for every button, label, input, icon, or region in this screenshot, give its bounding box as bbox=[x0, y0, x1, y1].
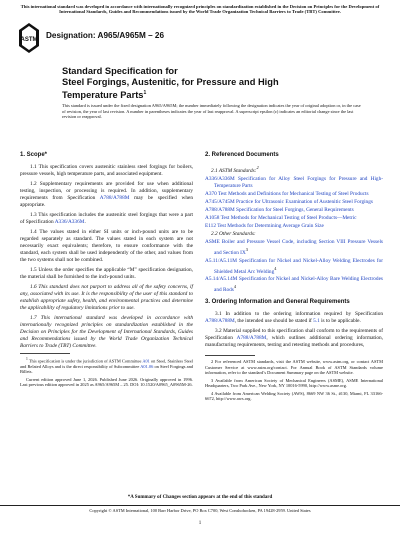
link-a336[interactable]: A336/A336M bbox=[54, 219, 85, 225]
reference-code-link[interactable]: A5.11/A5.11M bbox=[205, 257, 237, 264]
reference-code-link[interactable]: A370 bbox=[205, 190, 217, 197]
footnote-4: 4 Available from American Welding Society (AWS), 8669 NW 36 St., #130, Miami, FL 33166-6672, http://www.aws.org. bbox=[205, 390, 383, 402]
page-number: 1 bbox=[198, 521, 202, 526]
reference-title: Specification for Nickel and Nickel-Alloy Welding Electrodes for Shielded Metal Arc Welding bbox=[214, 257, 383, 275]
left-column bbox=[20, 152, 193, 390]
other-standards-heading: 2.2 Other Standards: bbox=[211, 230, 256, 237]
scope-1-6: 1.6 This standard does not purport to address all of the safety concerns, if any, associated with its use. It is the responsibility of the user of this standard to establish appropriate safety, health, and environmental practices and determine the applicability of regulatory limitations prior to use. bbox=[20, 284, 193, 311]
scope-1-1: 1.1 This specification covers austenitic stainless steel forgings for boilers, pressure vessels, high temperature parts, and associated equipment. bbox=[20, 164, 193, 177]
other-reference-list bbox=[205, 239, 383, 294]
reference-title: Specification for Steel Forgings, General Requirements bbox=[234, 206, 354, 213]
wto-notice: This international standard was developed in accordance with internationally recognized principles on standardization established in the Decision on Principles for the Development of International Standards, Guides and Recommendations issued by the World Trade Organization Technical Barriers to Trade (TBT) Committee. bbox=[20, 4, 380, 15]
link-section-5-1[interactable]: 5.1 bbox=[313, 318, 320, 325]
reference-item bbox=[205, 276, 383, 294]
summary-of-changes-note: *A Summary of Changes section appears at the end of this standard bbox=[127, 495, 273, 500]
title-footnote-ref: 1 bbox=[143, 90, 147, 96]
reference-title: Test Methods for Mechanical Testing of Steel Products—Metric bbox=[219, 214, 357, 221]
link-subcommittee[interactable]: A01.06 bbox=[140, 363, 154, 369]
scope-heading: 1. Scope* bbox=[20, 152, 48, 158]
reference-item bbox=[205, 176, 383, 190]
refs-heading: 2. Referenced Documents bbox=[205, 152, 279, 158]
title-line-1: Standard Specification for bbox=[62, 66, 178, 76]
footnote-2: 2 For referenced ASTM standards, visit the ASTM website, www.astm.org, or contact ASTM Customer Service at www.astm.org/contact. For Annual Book of ASTM Standards volume information, refer to the standard’s Document Summary page on the ASTM website. bbox=[205, 359, 383, 376]
astm-reference-list bbox=[205, 176, 383, 230]
link-a788-requirements[interactable]: A788/A788M bbox=[236, 335, 267, 342]
footnote-rule-right bbox=[205, 355, 255, 356]
reference-code-link[interactable]: ASME bbox=[205, 238, 220, 245]
reference-code-link[interactable]: A788/A788M bbox=[205, 206, 235, 213]
reference-item bbox=[205, 199, 383, 206]
link-committee-a01[interactable]: A01 bbox=[142, 358, 150, 364]
footnote-1-edition: Current edition approved June 1, 2026. Published June 2026. Originally approved in 1996. Last previous edition approved in 2025 as A965/A965M – 25. DOI: 10.1520/A0965_A0965M-26. bbox=[20, 376, 193, 388]
ordering-3-2: 3.2 Material supplied to this specification shall conform to the requirements of Specification A788/A788M, which outlines additional ordering information, manufacturing requirements, testing and retesting methods and procedures, bbox=[205, 328, 383, 349]
reference-title: Test Methods and Definitions for Mechanical Testing of Steel Products bbox=[216, 190, 369, 197]
reference-title: Practice for Ultrasonic Examination of Austenitic Steel Forgings bbox=[234, 198, 373, 205]
link-a788[interactable]: A788/A788M bbox=[99, 195, 130, 201]
reference-item bbox=[205, 191, 383, 198]
reference-title: Specification for Alloy Steel Forgings for Pressure and High-Temperature Parts bbox=[214, 175, 383, 189]
reference-code-link[interactable]: A336/A336M bbox=[205, 175, 235, 182]
reference-footnote-ref: 3 bbox=[245, 246, 248, 252]
scope-1-2: 1.2 Supplementary requirements are provided for use when additional testing, inspection, or processing is required. In addition, supplementary requirements from Specification A788/A788M may be specified when appropriate. bbox=[20, 181, 193, 208]
title-line-2: Steel Forgings, Austenitic, for Pressure and High bbox=[62, 77, 279, 87]
document-title bbox=[62, 66, 352, 101]
reference-code-link[interactable]: A745/A745M bbox=[205, 198, 235, 205]
scope-1-5: 1.5 Unless the order specifies the applicable “M” specification designation, the material shall be furnished to the inch-pound units. bbox=[20, 267, 193, 280]
reference-item bbox=[205, 239, 383, 257]
reference-item bbox=[205, 223, 383, 230]
astm-logo bbox=[18, 22, 40, 54]
ordering-3-1: 3.1 In addition to the ordering information required by Specification A788/A788M, the intended use should be stated if 5.1 is to be applicable. bbox=[205, 311, 383, 325]
reference-item bbox=[205, 258, 383, 276]
reference-code-link[interactable]: E112 bbox=[205, 222, 216, 229]
footnote-1: $^1$ This specification is under the jurisdiction of ASTM Committee A01 on Steel, Stainless Steel and Related Alloys and is the direct responsibility of Subcommittee A01.06 on Steel Forgings and Billets. bbox=[20, 357, 193, 375]
reference-title: Specification for Nickel and Nickel-Alloy Bare Welding Electrodes and Rods bbox=[214, 276, 383, 294]
astm-logo-icon bbox=[18, 22, 40, 54]
reference-item bbox=[205, 215, 383, 222]
right-column bbox=[205, 152, 383, 404]
reference-title: Boiler and Pressure Vessel Code, including Section VIII Pressure Vessels and Section IX bbox=[214, 238, 383, 256]
title-line-3: Temperature Parts$^1$ bbox=[62, 90, 147, 101]
reference-code-link[interactable]: A5.14/A5.14M bbox=[205, 276, 238, 283]
logo-text: ASTM bbox=[20, 37, 38, 43]
reference-item bbox=[205, 207, 383, 214]
scope-1-3: 1.3 This specification includes the austenitic steel forgings that were a part of Specification A336/A336M. bbox=[20, 212, 193, 225]
reference-footnote-ref: 4 bbox=[274, 265, 277, 271]
scope-1-4: 1.4 The values stated in either SI units or inch-pound units are to be regarded separately as standard. The values stated in each system are not necessarily exact equivalents; therefore, to ensure conformance with the standard, each system shall be used independently of the other, and values from the two systems shall not be combined. bbox=[20, 229, 193, 263]
reference-footnote-ref: 4 bbox=[233, 284, 237, 290]
link-a788-ordering[interactable]: A788/A788M bbox=[205, 318, 235, 325]
footnote-3: 3 Available from American Society of Mechanical Engineers (ASME), ASME International Headquarters, Two Park Ave., New York, NY 10016-5990, http://www.asme.org. bbox=[205, 377, 383, 389]
ordering-heading: 3. Ordering Information and General Requirements bbox=[205, 299, 350, 306]
copyright-footer: Copyright © ASTM International, 100 Barr Harbor Drive, PO Box C700, West Conshohocken, PA 19428-2959. United States bbox=[0, 505, 400, 513]
reference-title: Test Methods for Determining Average Grain Size bbox=[215, 222, 324, 229]
astm-standards-heading: 2.1 ASTM Standards:$^2$ bbox=[211, 165, 259, 174]
issued-note: This standard is issued under the fixed designation A965/A965M; the number immediately following the designation indicates the year of original adoption or, in the case of revision, the year of last revision. A number in parentheses indicates the year of last reapproval. A superscript epsilon (ε) indicates an editorial change since the last revision or reapproval. bbox=[62, 103, 361, 119]
footnote-rule bbox=[20, 353, 70, 354]
reference-code-link[interactable]: A1058 bbox=[205, 214, 220, 221]
scope-1-7: 1.7 This international standard was developed in accordance with internationally recognized principles on standardization established in the Decision on Principles for the Development of International Standards, Guides and Recommendations issued by the World Trade Organization Technical Barriers to Trade (TBT) Committee. bbox=[20, 315, 193, 349]
designation: Designation: A965/A965M – 26 bbox=[46, 31, 165, 40]
